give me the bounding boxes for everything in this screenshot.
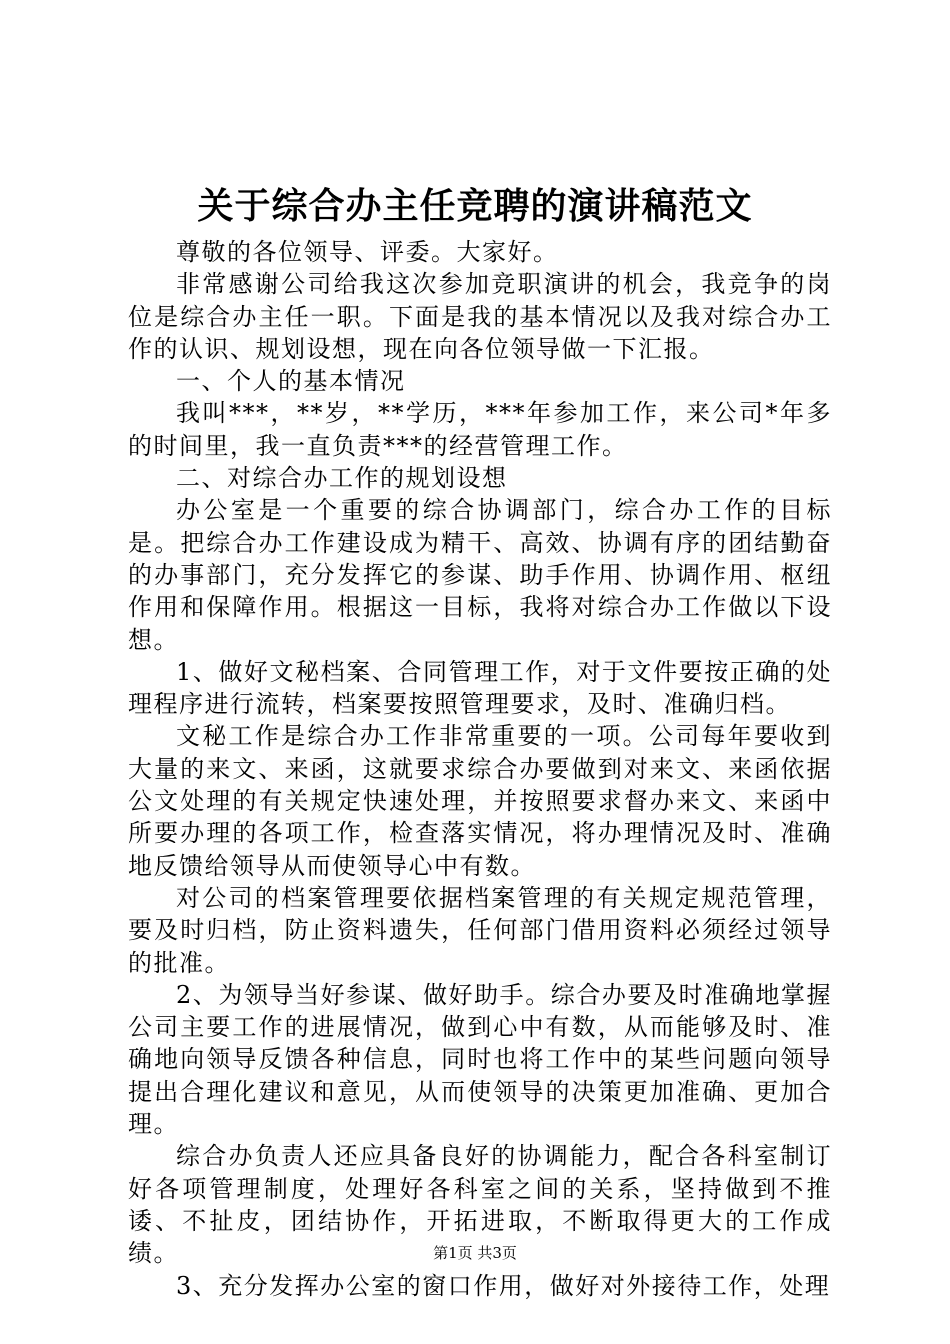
heading-personal-info: 一、个人的基本情况 xyxy=(176,367,406,396)
paragraph-personal-info: 我叫***，**岁，**学历，***年参加工作，来公司*年多的时间里，我一直负责***的经营管理工作。 xyxy=(128,399,832,460)
paragraph-greeting: 尊敬的各位领导、评委。大家好。 xyxy=(176,238,559,266)
page-footer: 第1页 共3页 xyxy=(433,1244,517,1262)
paragraph-office-goal: 办公室是一个重要的综合协调部门，综合办工作的目标是。把综合办工作建设成为精干、高效、协调有序的团结勤奋的办事部门，充分发挥它的参谋、助手作用、协调作用、枢纽作用和保障作用。根据这一目标，我将对综合办工作做以下设想。 xyxy=(128,496,832,654)
paragraph-item-2: 2、为领导当好参谋、做好助手。综合办要及时准确地掌握公司主要工作的进展情况，做到心中有数，从而能够及时、准确地向领导反馈各种信息，同时也将工作中的某些问题向领导提出合理化建议和意见，从而使领导的决策更加准确、更加合理。 xyxy=(128,980,832,1139)
paragraph-item-1: 1、做好文秘档案、合同管理工作，对于文件要按正确的处理程序进行流转，档案要按照管理要求，及时、准确归档。 xyxy=(128,657,832,719)
document-body xyxy=(128,236,832,1302)
heading-work-plan: 二、对综合办工作的规划设想 xyxy=(176,464,508,493)
paragraph-archive-management: 对公司的档案管理要依据档案管理的有关规定规范管理，要及时归档，防止资料遗失，任何部门借用资料必须经过领导的批准。 xyxy=(128,883,832,977)
paragraph-item-3: 3、充分发挥办公室的窗口作用，做好对外接待工作，处理 xyxy=(176,1271,831,1300)
paragraph-intro: 非常感谢公司给我这次参加竞职演讲的机会，我竞争的岗位是综合办主任一职。下面是我的基本情况以及我对综合办工作的认识、规划设想，现在向各位领导做一下汇报。 xyxy=(128,270,832,363)
paragraph-coordination: 综合办负责人还应具备良好的协调能力，配合各科室制订好各项管理制度，处理好各科室之间的关系，坚持做到不推诿、不扯皮，团结协作，开拓进取，不断取得更大的工作成绩。 xyxy=(128,1142,832,1268)
document-title: 关于综合办主任竞聘的演讲稿范文 xyxy=(197,185,753,227)
paragraph-secretarial-work: 文秘工作是综合办工作非常重要的一项。公司每年要收到大量的来文、来函，这就要求综合办要做到对来文、来函依据公文处理的有关规定快速处理，并按照要求督办来文、来函中所要办理的各项工作，检查落实情况，将办理情况及时、准确地反馈给领导从而使领导心中有数。 xyxy=(128,722,832,880)
